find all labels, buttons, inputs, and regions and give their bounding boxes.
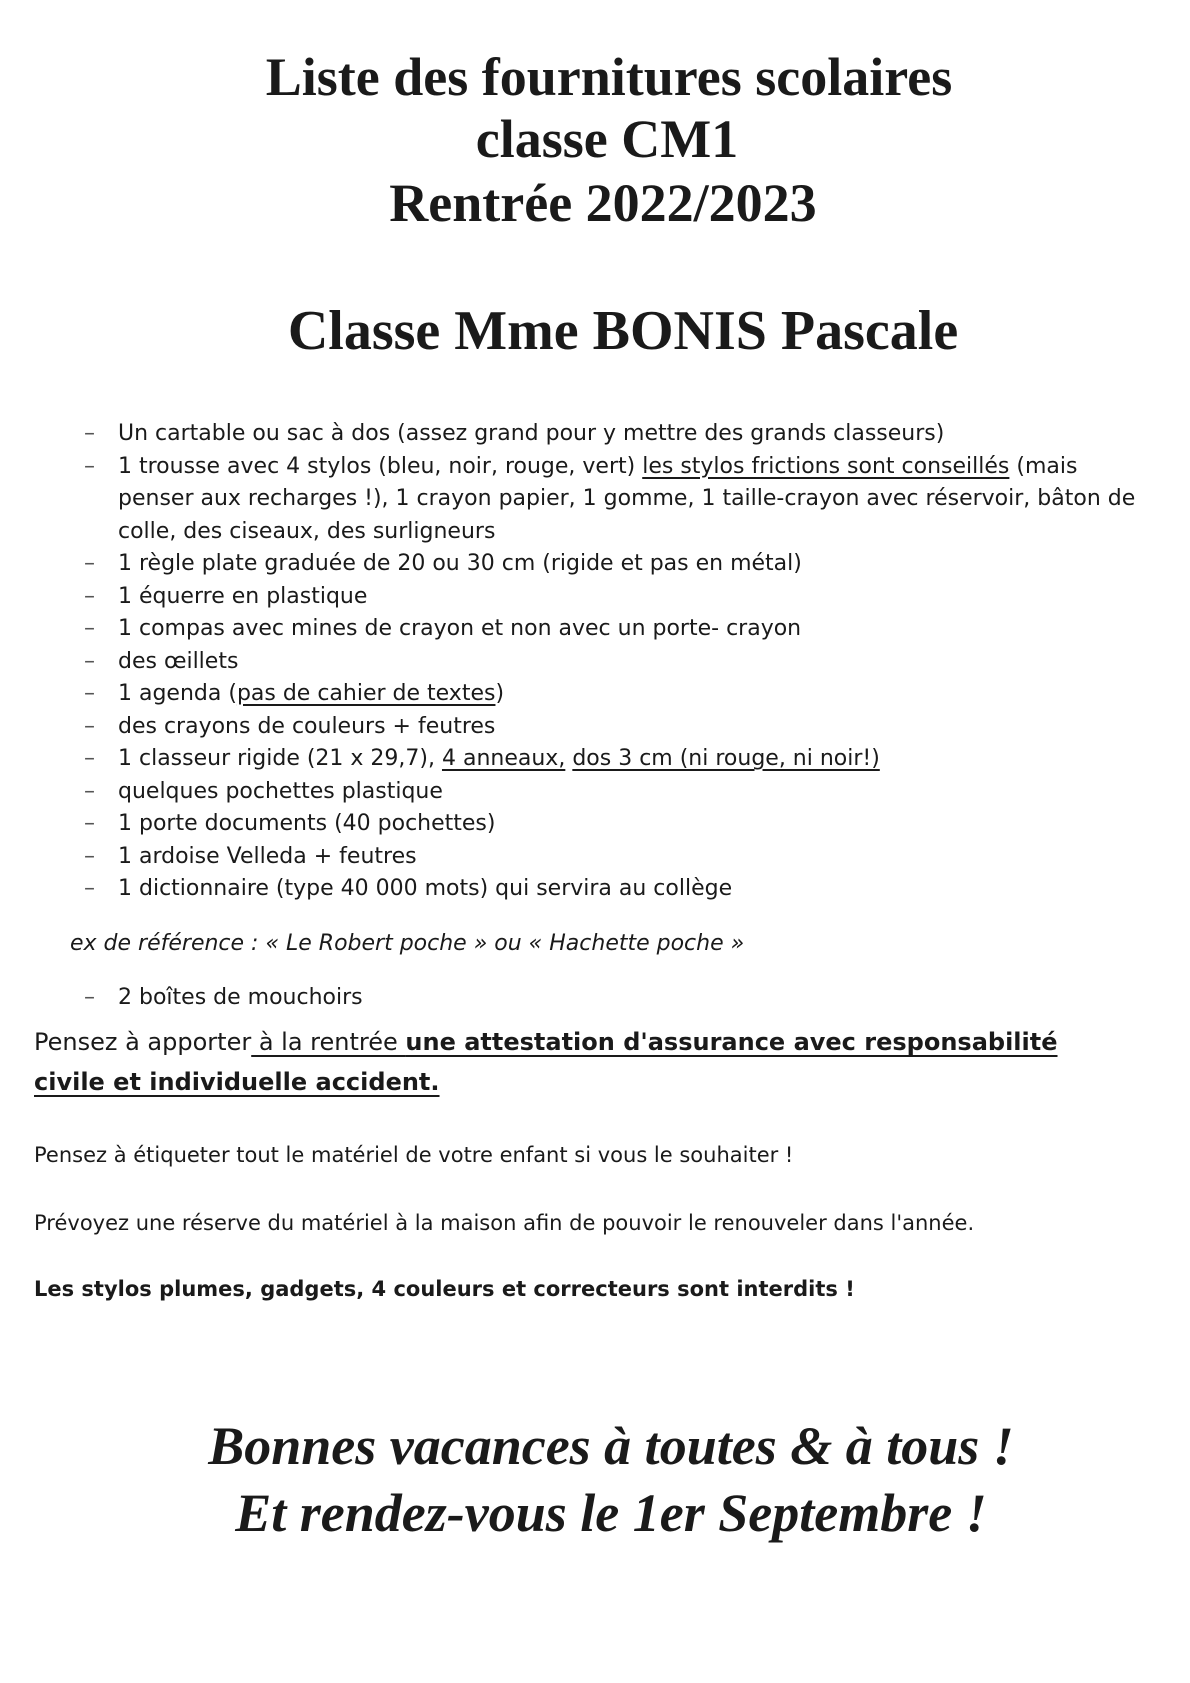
list-item-text: 1 compas avec mines de crayon et non avec un porte- crayon bbox=[118, 616, 802, 641]
list-item bbox=[70, 982, 1140, 1015]
list-dash: – bbox=[84, 551, 95, 576]
list-dash: – bbox=[84, 421, 95, 446]
list-dash: – bbox=[84, 876, 95, 901]
farewell-line-1: Bonnes vacances à toutes & à tous ! bbox=[208, 1416, 1014, 1476]
list-item-text: 1 agenda ( bbox=[118, 681, 237, 706]
list-item-text: des crayons de couleurs + feutres bbox=[118, 713, 496, 739]
list-item-text: 1 porte documents (40 pochettes) bbox=[118, 811, 496, 836]
list-item-text: 1 ardoise Velleda + feutres bbox=[118, 843, 417, 869]
dictionary-note: ex de référence : « Le Robert poche » ou « Hachette poche » bbox=[70, 930, 745, 956]
list-dash: – bbox=[84, 811, 95, 836]
list-item-text: 1 règle plate graduée de 20 ou 30 cm (rigide et pas en métal) bbox=[118, 551, 802, 576]
list-item bbox=[70, 678, 1140, 711]
list-item-text: 1 classeur rigide (21 x 29,7), bbox=[118, 746, 442, 771]
list-item bbox=[70, 711, 1140, 744]
list-dash: – bbox=[84, 843, 95, 869]
list-item bbox=[70, 808, 1140, 841]
list-dash: – bbox=[84, 648, 95, 674]
reserve-note: Prévoyez une réserve du matériel à la maison afin de pouvoir le renouveler dans l'année. bbox=[34, 1211, 975, 1235]
teacher-class: Classe Mme BONIS Pascale bbox=[287, 300, 959, 362]
list-item bbox=[70, 873, 1140, 906]
insurance-reminder bbox=[34, 1022, 1124, 1102]
list-item bbox=[70, 743, 1140, 776]
list-dash: – bbox=[84, 778, 95, 804]
list-item bbox=[70, 613, 1140, 646]
list-dash: – bbox=[84, 713, 95, 739]
list-item bbox=[70, 451, 1140, 549]
list-item-emphasis: dos 3 cm (ni rouge, ni noir!) bbox=[572, 746, 880, 771]
list-item-emphasis: 4 anneaux, bbox=[441, 746, 566, 771]
list-item-text: 1 dictionnaire (type 40 000 mots) qui servira au collège bbox=[118, 876, 733, 901]
list-dash: – bbox=[84, 453, 95, 479]
list-item-text: Un cartable ou sac à dos (assez grand pour y mettre des grands classeurs) bbox=[118, 421, 945, 446]
list-item bbox=[70, 581, 1140, 614]
forbidden-items-note: Les stylos plumes, gadgets, 4 couleurs et correcteurs sont interdits ! bbox=[34, 1277, 855, 1301]
list-item-text: 1 trousse avec 4 stylos (bleu, noir, rouge, vert) bbox=[118, 453, 643, 479]
list-item-text: 1 équerre en plastique bbox=[118, 583, 368, 609]
list-item-emphasis: pas de cahier de textes bbox=[236, 681, 496, 706]
list-item-text: quelques pochettes plastique bbox=[118, 778, 443, 804]
farewell-line-2: Et rendez-vous le 1er Septembre ! bbox=[235, 1483, 987, 1543]
insurance-when: à la rentrée bbox=[251, 1028, 406, 1056]
insurance-what: une attestation d'assurance avec responsabilité civile et individuelle accident. bbox=[34, 1028, 1058, 1096]
insurance-lead: Pensez à apporter bbox=[34, 1028, 252, 1056]
list-dash: – bbox=[84, 616, 95, 641]
list-item-text: des œillets bbox=[118, 648, 239, 674]
label-items-note: Pensez à étiqueter tout le matériel de votre enfant si vous le souhaiter ! bbox=[34, 1143, 794, 1167]
list-dash: – bbox=[84, 746, 95, 771]
class-level: classe CM1 bbox=[475, 109, 739, 169]
school-year: Rentrée 2022/2023 bbox=[389, 173, 817, 233]
list-item-text: ) bbox=[495, 681, 505, 706]
list-item-text: (mais penser aux recharges !), 1 crayon papier, 1 gomme, 1 taille-crayon avec réservoir, bâton de colle, des ciseaux, des surligneurs bbox=[118, 453, 1136, 544]
list-dash: – bbox=[84, 985, 95, 1010]
list-item bbox=[70, 776, 1140, 809]
list-item bbox=[70, 646, 1140, 679]
list-item bbox=[70, 841, 1140, 874]
list-dash: – bbox=[84, 681, 95, 706]
list-item-emphasis: les stylos frictions sont conseillés bbox=[642, 453, 1010, 479]
page-title: Liste des fournitures scolaires bbox=[265, 47, 953, 107]
supplies-list bbox=[70, 418, 1140, 1015]
list-dash: – bbox=[84, 583, 95, 609]
list-item bbox=[70, 548, 1140, 581]
list-item-text: 2 boîtes de mouchoirs bbox=[118, 985, 363, 1010]
list-item bbox=[70, 418, 1140, 451]
